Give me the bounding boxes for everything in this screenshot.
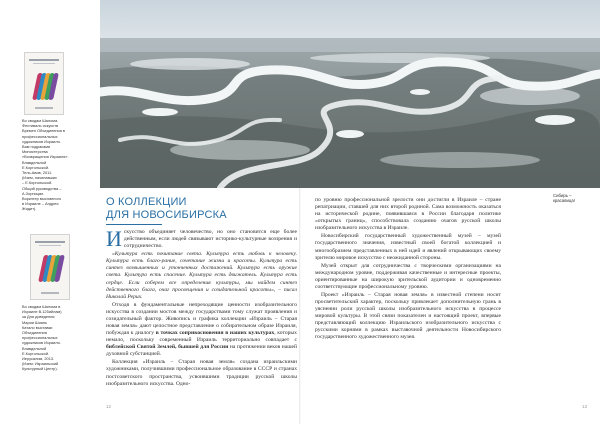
book-caption-2: Во сводам Шалома в Израиле В.125ийлам) за Для доведения Марии Шиянь Катало выставки Объединения профессиональных художников Израиля. Влавдельной Е.Коргольской. Иерусалим, 2013. (Изем: Израильский Культурный Центр). (22, 304, 62, 372)
heading-line-1: О КОЛЛЕКЦИИ (106, 196, 187, 208)
paragraph-text: на протяжении веков нашей духовной субстанцией. (106, 344, 297, 358)
paragraph-project: Проект «Израиль – Старая новая земля» в известной степени носит просветительский характер, поскольку привлекает дополнительную грань в уяснении роли русской школы изобразительного искусства в процессе мировой культуры. В этой связи показателен и настоящий проект, впервые представляющий коллекцию Израильского изобразительного искусства с русскими корнями в рамках выставочной деятельности Новосибирского государственного художественного музея. (315, 292, 501, 341)
photo-caption: Сибирь – красавица! (553, 193, 575, 204)
siberian-landscape-photo (100, 0, 600, 188)
heading-line-2: ДЛЯ НОВОСИБИРСКА (106, 208, 227, 221)
article-column-right (315, 197, 501, 343)
book-cover-1 (24, 52, 64, 115)
article-heading (106, 196, 296, 221)
paragraph-text: Отходя в фундаментальные непреходящие ценности изобразительного искусства в создании мостов между государствами тому служат проявления и созидательный фактор. Живопись и графика коллекции «Израиль – Старая новая земля» дают целостное представление о собирательном образе Израиля, побуждая к диалогу (106, 301, 297, 337)
page-number-right: 13 (582, 404, 588, 409)
heading-rule (106, 224, 162, 225)
page-number-left: 12 (106, 404, 112, 409)
emphasis-text: в точках соприкосновения в наших культурах (155, 330, 275, 337)
paragraph-continued: по уровню профессиональной зрелости они достигли в Израиле – стране репатриации, ставшей для них второй родиной. Сама возможность оказаться на исторической родине, появившаяся в России благодаря политике «открытых границ», способствовала созданию очагов русской школы изобразительного искусства в Израиле. (315, 197, 501, 232)
book-cover-2 (30, 234, 70, 300)
paragraph-cooperation: Музей открыт для сотрудничества с творческими организациями на международном уровне, поддерживая качественные и интересные проекты, ориентированные на широкую зрительской аудитории и одновременно соответствующие профессиональному уровню. (315, 262, 501, 290)
article-column-left (106, 226, 297, 389)
paragraph-intro: скусство объединяет человечество, но оно становится еще более действенным, если людей связывают историко-культурные воззрения и сотрудничество. (123, 229, 297, 250)
book-caption-1: Во сводам Шалома. Фестиваль искусств Времен Объединения в профессиональных художников Израиля. Вам подраками Министерства «Возвращения Израиля». Влавдельной Е.Коргольской. Тель-Авив, 2011. (Изем, начинавших – Е.Коргольской. Общий руководства – А.Зорницан. Воркнтер высланного в Израиле – Андрея Жидит). (22, 118, 69, 212)
paragraph-museum: Новосибирский государственный художественный музей – музей государственного значения, известный своей богатой коллекцией и многообразием представленных в ней идей и явлений открывающих своему зрителю мировое искусство с неожиданной стороны. (315, 233, 501, 261)
paragraph-artists: Коллекция «Израиль – Старая новая земля» создана израильскими художниками, получившими профессиональное образование в СССР и странах постсоветского пространства, усвоившими традиции русской школы изобразительного искусства. Одно- (106, 359, 297, 387)
drop-cap: И (106, 226, 122, 251)
paragraph-collection (106, 302, 297, 358)
paragraph-text: , которых немало, поскольку современный Израиль территориально совпадает с (106, 330, 297, 344)
emphasis-text: библейской Святой Землей, бывшей для России (106, 344, 229, 351)
roerich-quote: «Культура есть почитание света. Культура есть любовь к человеку. Культура есть благо-рание, сочетание жизни и красоты. Культура есть синтез возвышенных и утонченных достижений. Культура есть оружие света. Культура есть спасение. Культура есть движатель. Культура есть сердце. Если соберем все определения культуры, мы найдем синтез действенного блага, очаг просвещения и созидательной красоты», – писал Николай Рерих. (106, 251, 297, 300)
